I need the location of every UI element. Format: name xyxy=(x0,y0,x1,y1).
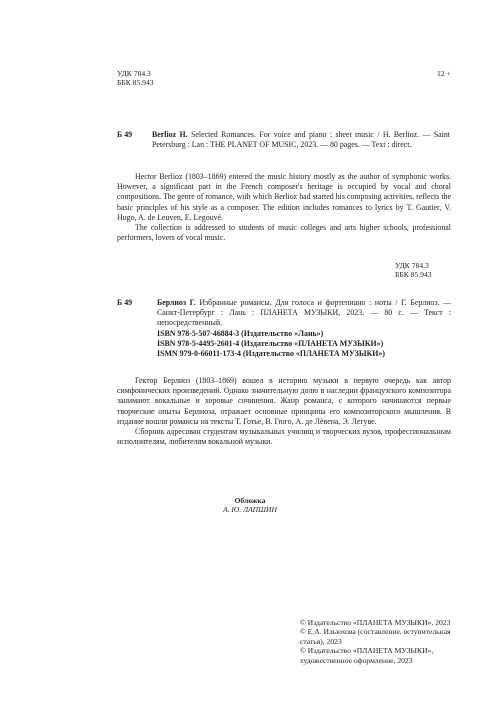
english-author-code: Б 49 xyxy=(117,130,133,139)
english-abstract xyxy=(117,172,451,243)
bbk-code: ББК 85.943 xyxy=(117,78,154,88)
english-abstract-paragraph: The collection is addressed to students of music colleges and arts higher schools, professional performers, lovers of vocal music. xyxy=(117,223,451,243)
english-abstract-paragraph: Hector Berlioz (1803–1869) entered the music history mostly as the author of symphonic works. However, a significant part in the French composer's heritage is occupied by vocal and choral compositions. The genre of romance, with which Berlioz had started his composing activities, reflects the basic principles of his style as a composer. The edition includes romances to lyrics by T. Gautier, V. Hugo, A. de Leuven, E. Legouvé. xyxy=(117,172,451,222)
english-bibliographic-entry xyxy=(152,130,450,150)
udk-bbk-mid xyxy=(395,261,432,280)
copyright-line: © Е.А. Ильюхова (составление, вступительная статья), 2023 xyxy=(300,627,451,646)
russian-title-line: Избранные романсы. Для голоса и фортепиано : ноты / Г. Берлиоз. — Санкт-Петербург : Лань : ПЛАНЕТА МУЗЫКИ, 2023. — 80 с. — Текст : непосредственный. xyxy=(157,298,451,328)
udk-code: УДК 784.3 xyxy=(395,261,429,270)
udk-bbk-top xyxy=(117,69,154,88)
ismn-planet: ISMN 979-0-66011-173-4 (Издательство «ПЛАНЕТА МУЗЫКИ») xyxy=(157,349,386,359)
russian-abstract xyxy=(117,376,451,447)
russian-author: Берлиоз Г. xyxy=(157,298,196,307)
cover-credit xyxy=(0,496,500,515)
bbk-code: ББК 85.943 xyxy=(395,270,432,280)
english-title-line: Selected Romances. For voice and piano : sheet music / H. Berlioz. — Saint Petersburg : Lan : THE PLANET OF MUSIC, 2023. — 80 pages. — Text : direct. xyxy=(152,130,450,150)
russian-author-code: Б 49 xyxy=(117,298,133,307)
russian-abstract-paragraph: Гектор Берлиоз (1803–1869) вошел в историю музыки в первую очередь как автор симфонических произведений. Однако значительную долю в наследии французского композитора занимают вокальные и хоровые сочинения. Жанр романса, с которого начинаются первые творческие опыты Берлиоза, отражает основные принципы его композиторского мышления. В издание вошли романсы на тексты Т. Готье, В. Гюго, А. де Лёвена, Э. Легуве. xyxy=(117,376,451,426)
russian-bibliographic-entry xyxy=(157,298,451,359)
isbn-planet: ISBN 978-5-4495-2601-4 (Издательство «ПЛАНЕТА МУЗЫКИ») xyxy=(157,338,384,348)
copyright-line: © Издательство «ПЛАНЕТА МУЗЫКИ», художественное оформление, 2023 xyxy=(300,646,434,665)
age-rating: 12 + xyxy=(437,69,451,78)
copyright-block xyxy=(300,618,470,665)
cover-label: Обложка xyxy=(234,496,266,505)
udk-code: УДК 784.3 xyxy=(117,69,151,78)
cover-artist: А. Ю. ЛАПШИН xyxy=(222,505,278,515)
russian-abstract-paragraph: Сборник адресован студентам музыкальных училищ и творческих вузов, профессиональным исполнителям, любителям вокальной музыки. xyxy=(117,427,451,447)
english-author: Berlioz H. xyxy=(152,130,188,139)
copyright-line: © Издательство «ПЛАНЕТА МУЗЫКИ», 2023 xyxy=(300,618,451,627)
isbn-lan: ISBN 978-5-507-46884-3 (Издательство «Лань») xyxy=(157,328,324,338)
